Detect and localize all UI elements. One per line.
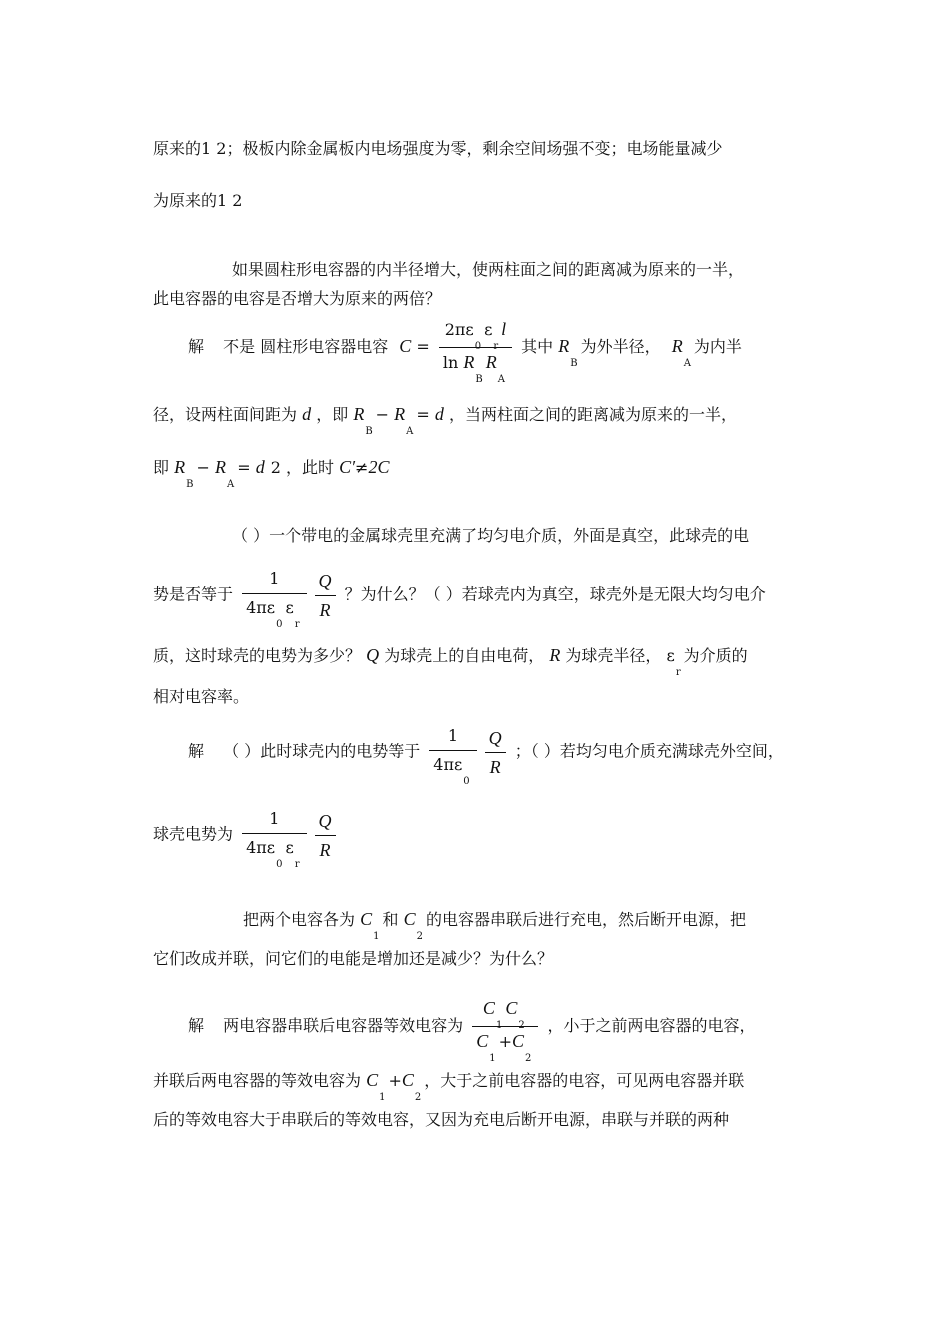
subscript: A [226,479,235,490]
formula-operator: = [237,458,251,477]
fraction-numerator: Q [315,570,336,596]
text-fragment: 此电容器的电容是否增大为原来的两倍？ [153,289,442,308]
question-line [232,525,749,547]
text-fragment: 4πε [433,755,463,774]
text-fragment: 径，设两柱面间距为 [153,405,298,424]
formula-operator: + [388,1071,402,1090]
q-over-r-fraction [485,727,506,778]
subscript: B [475,374,483,385]
answer-line [153,808,340,870]
fraction-numerator [439,318,512,352]
formula-operator: + [498,1032,513,1051]
formula-symbol: C [482,998,495,1018]
subscript: 0 [276,859,283,870]
fraction-denominator [242,834,306,870]
formula-symbol: C [401,1070,414,1090]
text-fragment: ，小于之前两电容器的电容， [547,1016,756,1035]
subscript: 2 [416,931,423,942]
answer-label: 解 [188,337,205,356]
subscript: r [294,859,300,870]
subscript: 0 [474,341,482,352]
subscript: B [365,426,373,437]
formula-symbol: C [505,998,518,1018]
text-fragment: ，此时 [285,458,334,477]
text-fragment: 不是 圆柱形电容器电容 [223,337,389,356]
subscript: A [497,374,506,385]
formula-symbol: ε [666,646,675,665]
formula-symbol: d [302,404,312,424]
answer-line [153,1109,729,1131]
formula-symbol: R [558,336,570,356]
subscript: B [570,358,578,369]
text-fragment: 后的等效电容大于串联后的等效电容，又因为充电后断开电源，串联与并联的两种 [153,1110,730,1129]
fraction-numerator: 1 [429,725,476,751]
potential-fraction [242,568,306,630]
subscript: 1 [373,931,380,942]
question-line [243,908,747,942]
formula-symbol: R [394,404,406,424]
text-fragment: 原来的 [153,139,202,158]
question-line [153,686,249,708]
text-fragment: 和 [382,910,399,929]
text-fragment: 为球壳半径， [565,646,662,665]
text-fragment: 即 [153,458,170,477]
text-fragment: ；极板内除金属板内电场强度为零，剩余空间场强不变；电场能量减少 [226,139,723,158]
text-fragment: 势是否等于 [153,584,234,604]
capacitance-fraction [439,318,512,385]
fraction-numerator: Q [315,810,336,836]
subscript: 1 [495,1020,503,1031]
formula-symbol: C [360,909,373,929]
fraction-inline: 1 2 [217,191,243,210]
question-line [153,568,766,630]
formula-symbol: R [463,352,475,372]
text-fragment: 它们改成并联，问它们的电能是增加还是减少？为什么？ [153,949,554,968]
formula-number: 2 [270,458,281,477]
formula-operator: − [196,458,210,477]
subscript: 1 [379,1092,386,1103]
formula-operator: ≠ [355,458,369,477]
text-line [153,138,722,160]
fraction-denominator [439,348,512,385]
text-fragment: （ ）一个带电的金属球壳里充满了均匀电介质，外面是真空，此球壳的电 [232,526,750,545]
fraction-denominator [472,1027,538,1064]
fraction-numerator: 1 [242,808,306,834]
formula-symbol: d [255,457,265,477]
text-fragment: 2πε [444,320,474,339]
text-fragment: （ ）此时球壳内的电势等于 [223,741,421,761]
text-fragment: 相对电容率。 [153,687,250,706]
formula-symbol: C [403,909,416,929]
fraction-numerator [472,997,538,1031]
q-over-r-fraction [315,810,336,861]
text-fragment: 其中 [521,337,554,356]
text-fragment: 的电容器串联后进行充电，然后断开电源，把 [426,910,747,929]
question-line [153,288,441,310]
subscript: B [186,479,194,490]
text-fragment: 两电容器串联后电容器等效电容为 [223,1016,464,1035]
answer-label: 解 [188,1016,205,1035]
text-fragment: 为外半径， [580,337,661,356]
text-fragment: 质，这时球壳的电势为多少？ [153,646,362,665]
fraction-denominator [242,594,306,630]
question-line [232,259,744,281]
text-fragment: ε [484,320,493,339]
formula-operator: − [375,405,390,424]
subscript: A [683,358,691,369]
subscript: 0 [276,619,283,630]
fraction-numerator: 1 [242,568,306,594]
answer-line [153,456,390,490]
subscript: r [294,619,300,630]
fraction-numerator: Q [485,727,506,753]
subscript: 2 [518,1020,525,1031]
fraction-denominator [429,751,476,787]
series-capacitance-fraction [472,997,538,1064]
text-fragment: 如果圆柱形电容器的内半径增大，使两柱面之间的距离减为原来的一半， [232,260,745,279]
formula-symbol: C [476,1031,489,1051]
text-fragment: 为介质的 [683,646,748,665]
text-fragment: ？为什么？（ ）若球壳内为真空，球壳外是无限大均匀电介 [344,584,766,604]
question-line [153,644,748,678]
text-fragment: ，大于之前电容器的电容，可见两电容器并联 [424,1071,745,1090]
text-fragment: 为原来的 [153,191,218,210]
question-line [153,948,553,970]
q-over-r-fraction [315,570,336,621]
potential-fraction [242,808,306,870]
subscript: r [493,341,499,352]
text-fragment: ；（ ）若均匀电介质充满球壳外空间， [514,741,784,761]
text-fragment: 并联后两电容器的等效电容为 [153,1071,362,1090]
formula-symbol: 2C [368,457,390,477]
text-fragment: ，即 [316,405,349,424]
text-fragment: 为球壳上的自由电荷， [384,646,545,665]
fraction-denominator: R [489,756,501,777]
formula-symbol: l [501,319,507,339]
formula-symbol: R [214,457,226,477]
formula-operator: = [416,405,430,424]
text-fragment: 球壳电势为 [153,824,234,844]
subscript: 1 [489,1053,496,1064]
formula-symbol: C′ [339,457,356,477]
subscript: 2 [525,1053,532,1064]
potential-fraction [429,725,476,787]
text-fragment: ln [442,353,459,372]
fraction-inline: 1 2 [201,139,227,158]
formula-symbol: R [671,336,683,356]
answer-line [153,403,738,437]
text-fragment: ε [285,838,294,857]
formula-symbol: R [353,404,365,424]
formula-symbol: R [549,645,561,665]
text-fragment: ，当两柱面之间的距离减为原来的一半， [449,405,738,424]
subscript: r [675,667,681,678]
text-fragment: 4πε [246,838,276,857]
formula-symbol: d [434,404,444,424]
formula-symbol: C [399,336,412,356]
formula-symbol: Q [366,645,380,665]
formula-symbol: R [485,352,497,372]
formula-symbol: C [366,1070,379,1090]
text-line [153,190,242,212]
text-fragment: 为内半 [693,337,742,356]
subscript: 2 [414,1092,422,1103]
formula-symbol: C [512,1031,525,1051]
answer-line [153,1069,745,1103]
answer-line [188,318,742,385]
answer-line [188,997,756,1064]
formula-operator: = [416,337,430,356]
formula-symbol: R [174,457,186,477]
text-fragment: ε [285,598,294,617]
fraction-denominator: R [319,839,331,860]
answer-label: 解 [188,741,205,761]
fraction-denominator: R [319,599,331,620]
text-fragment: 4πε [246,598,276,617]
answer-line [188,725,784,787]
subscript: A [406,426,414,437]
text-fragment: 把两个电容各为 [243,910,356,929]
subscript: 0 [463,776,470,787]
